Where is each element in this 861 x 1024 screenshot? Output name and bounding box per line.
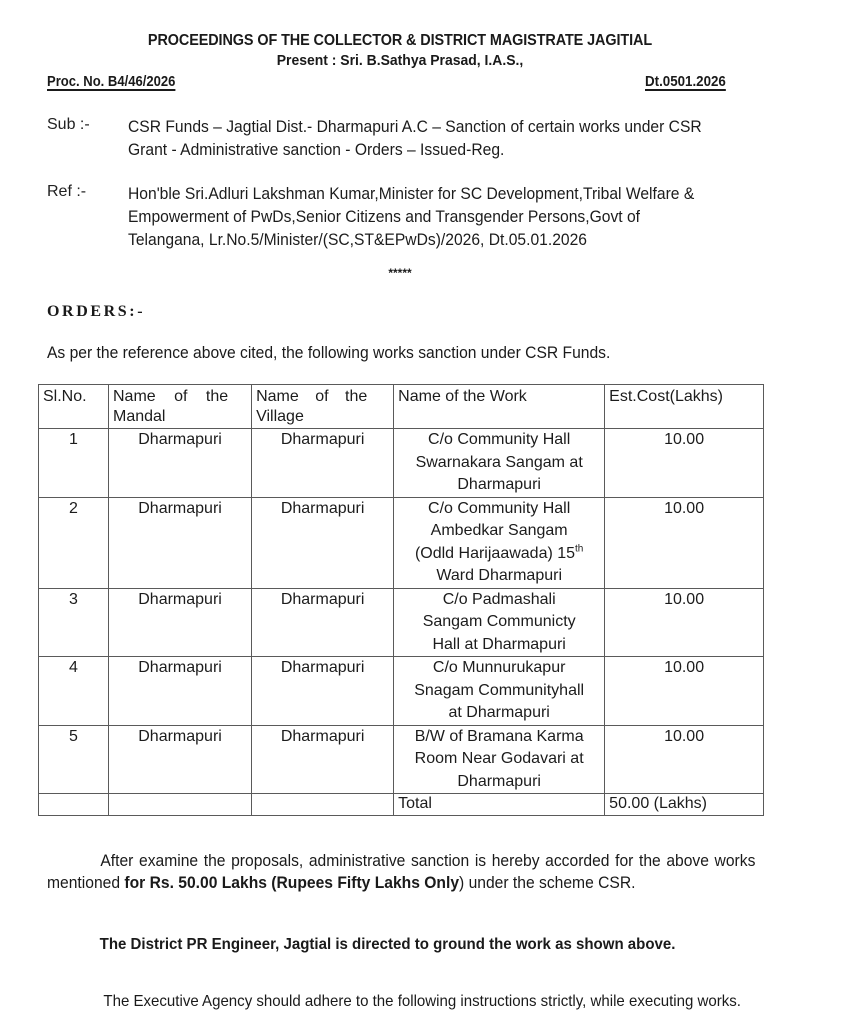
sanction-text-end: ) under the scheme CSR. xyxy=(459,873,636,892)
total-label: Total xyxy=(394,794,605,816)
work-line: Room Near Godavari at xyxy=(414,750,584,767)
work-line-text: (Odld Harijaawada) 15 xyxy=(414,544,576,562)
cell-mandal: Dharmapuri xyxy=(108,588,251,657)
cell-mandal: Dharmapuri xyxy=(108,429,251,498)
subject-line-1: CSR Funds – Jagtial Dist.- Dharmapuri A.C – Sanction of certain works under CSR xyxy=(128,117,702,136)
table-row xyxy=(39,657,764,726)
cell-cost: 10.00 xyxy=(605,657,764,726)
cell-empty xyxy=(252,794,394,816)
instructions-text: The Executive Agency should adhere to the following instructions strictly, while executing works. xyxy=(103,993,741,1010)
table-header-row xyxy=(39,385,764,429)
work-line xyxy=(398,543,600,566)
proceeding-date: Dt.0501.2026 xyxy=(645,74,726,90)
cell-sl-no: 4 xyxy=(39,657,109,726)
cell-cost: 10.00 xyxy=(605,725,764,794)
work-line: C/o Community Hall xyxy=(428,431,571,448)
table-total-row xyxy=(39,794,764,816)
header-village-line-1: Name of the xyxy=(256,388,368,405)
work-line: C/o Padmashali xyxy=(442,590,556,608)
work-line: Ambedkar Sangam xyxy=(430,522,568,539)
reference-line-3: Telangana, Lr.No.5/Minister/(SC,ST&EPwDs)/2026, Dt.05.01.2026 xyxy=(128,230,588,249)
cell-mandal: Dharmapuri xyxy=(108,725,251,794)
cell-sl-no: 1 xyxy=(39,429,109,498)
proceeding-number: Proc. No. B4/46/2026 xyxy=(47,74,176,90)
cell-village: Dharmapuri xyxy=(252,497,394,588)
table-row xyxy=(39,497,764,588)
document-title: PROCEEDINGS OF THE COLLECTOR & DISTRICT MAGISTRATE JAGITIAL xyxy=(147,32,653,49)
cell-empty xyxy=(108,794,251,816)
header-mandal-line-1: Name of the xyxy=(112,388,229,405)
cell-work xyxy=(394,588,605,657)
work-line: C/o Munnurukapur xyxy=(432,659,566,676)
cell-cost: 10.00 xyxy=(605,497,764,588)
cell-work xyxy=(394,725,605,794)
work-line: B/W of Bramana Karma xyxy=(414,727,584,745)
works-table xyxy=(38,384,764,816)
work-line: C/o Community Hall xyxy=(428,499,571,517)
work-line: at Dharmapuri xyxy=(448,704,550,721)
orders-intro: As per the reference above cited, the following works sanction under CSR Funds. xyxy=(47,343,611,362)
work-line: Dharmapuri xyxy=(457,476,541,493)
work-line: Sangam Communicty xyxy=(422,613,576,630)
header-village-line-2: Village xyxy=(256,407,304,425)
reference-text xyxy=(128,182,694,251)
cell-mandal: Dharmapuri xyxy=(108,657,251,726)
table-row xyxy=(39,725,764,794)
subject-text xyxy=(128,115,702,161)
reference-line-2: Empowerment of PwDs,Senior Citizens and Transgender Persons,Govt of xyxy=(128,207,641,226)
header-sl-no xyxy=(39,385,109,429)
sanction-amount: for Rs. 50.00 Lakhs (Rupees Fifty Lakhs Only xyxy=(124,873,460,892)
present-officer: Present : Sri. B.Sathya Prasad, I.A.S., xyxy=(276,52,524,69)
header-village xyxy=(252,385,394,429)
directive-paragraph xyxy=(47,934,758,956)
cell-mandal: Dharmapuri xyxy=(108,497,251,588)
instructions-paragraph xyxy=(47,991,758,1013)
subject-label: Sub :- xyxy=(47,116,90,133)
header-mandal-line-2: Mandal xyxy=(112,407,166,425)
cell-work xyxy=(394,657,605,726)
sanction-paragraph xyxy=(47,850,755,894)
reference-line-1: Hon'ble Sri.Adluri Lakshman Kumar,Minister for SC Development,Tribal Welfare & xyxy=(128,184,695,203)
header-work-text: Name of the Work xyxy=(398,388,527,405)
work-line: Dharmapuri xyxy=(457,772,541,790)
total-value: 50.00 (Lakhs) xyxy=(605,794,764,816)
ordinal-suffix: th xyxy=(575,543,584,555)
table-row xyxy=(39,429,764,498)
cell-empty xyxy=(39,794,109,816)
cell-village: Dharmapuri xyxy=(252,657,394,726)
cell-sl-no: 3 xyxy=(39,588,109,657)
cell-cost: 10.00 xyxy=(605,429,764,498)
table-row xyxy=(39,588,764,657)
work-line: Hall at Dharmapuri xyxy=(432,635,566,653)
header-cost-text: Est.Cost(Lakhs) xyxy=(609,388,723,405)
cell-sl-no: 2 xyxy=(39,497,109,588)
cell-cost: 10.00 xyxy=(605,588,764,657)
directive-text: The District PR Engineer, Jagtial is directed to ground the work as shown above. xyxy=(99,936,676,953)
cell-sl-no: 5 xyxy=(39,725,109,794)
work-line: Ward Dharmapuri xyxy=(436,567,562,584)
section-separator: ***** xyxy=(388,266,412,280)
cell-village: Dharmapuri xyxy=(252,429,394,498)
cell-village: Dharmapuri xyxy=(252,725,394,794)
header-work xyxy=(394,385,605,429)
cell-work xyxy=(394,429,605,498)
reference-label: Ref :- xyxy=(47,183,87,200)
header-sl-no-text: Sl.No. xyxy=(43,388,87,405)
subject-line-2: Grant - Administrative sanction - Orders – Issued-Reg. xyxy=(128,140,505,159)
work-line: Swarnakara Sangam at xyxy=(415,453,583,471)
cell-village: Dharmapuri xyxy=(252,588,394,657)
header-mandal xyxy=(108,385,251,429)
work-line: Snagam Communityhall xyxy=(414,681,585,699)
orders-heading: ORDERS:- xyxy=(47,303,146,320)
cell-work xyxy=(394,497,605,588)
sanction-text-start: After examine the proposals, administrative sanction is hereby accorded for the above works mentioned xyxy=(47,851,756,892)
header-cost xyxy=(605,385,764,429)
